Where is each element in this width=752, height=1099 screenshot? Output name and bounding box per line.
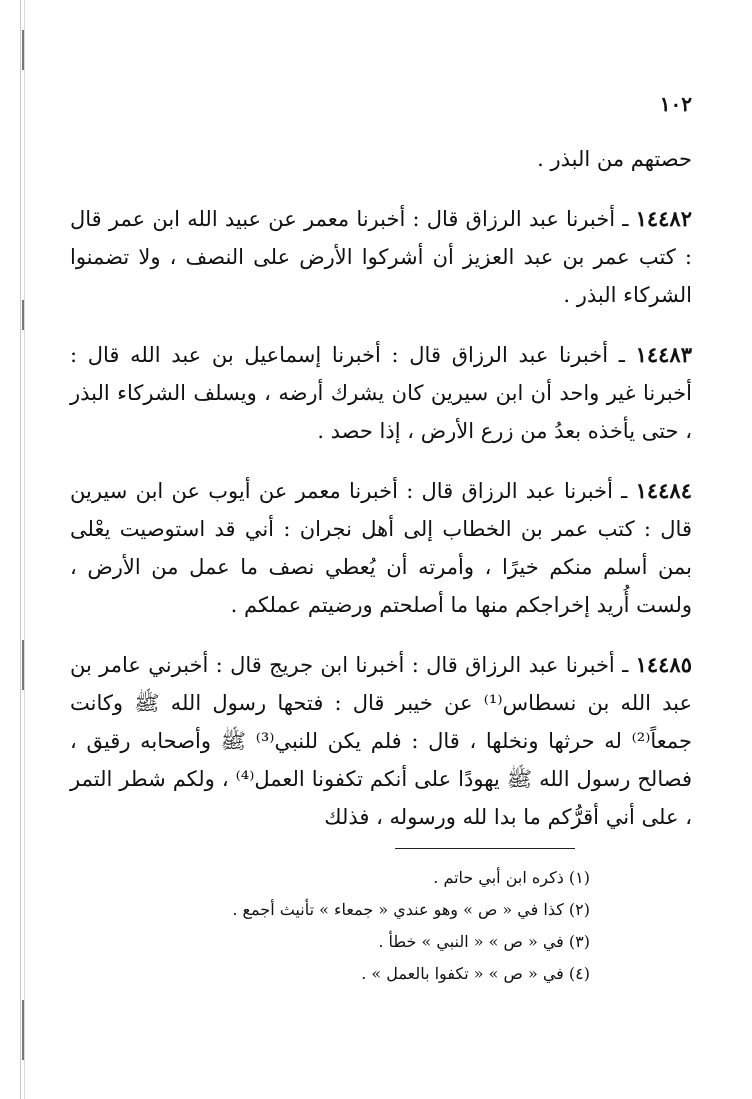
footnote-divider xyxy=(395,848,575,849)
hadith-paragraph xyxy=(70,336,692,450)
scan-artifact xyxy=(22,640,24,690)
hadith-number: ١٤٤٨٣ xyxy=(635,342,692,367)
footnote-item: (٢) كذا في « ص » وهو عندي « جمعاء » تأنيث أجمع . xyxy=(232,900,590,919)
footnote-item: (٤) في « ص » « تكفوا بالعمل » . xyxy=(361,964,590,983)
footnote-item: (١) ذكره ابن أبي حاتم . xyxy=(433,868,590,887)
paragraph-continuation xyxy=(70,140,692,178)
paragraph-text: حصتهم من البذر . xyxy=(537,147,692,171)
hadith-number: ١٤٤٨٢ xyxy=(635,206,692,231)
scan-edge-line xyxy=(20,0,21,1099)
hadith-paragraph xyxy=(70,472,692,624)
hadith-number: ١٤٤٨٥ xyxy=(635,652,692,677)
main-text xyxy=(70,140,692,858)
footnote-item: (٣) في « ص » « النبي » خطأ . xyxy=(378,932,590,951)
hadith-number: ١٤٤٨٤ xyxy=(635,478,692,503)
hadith-paragraph xyxy=(70,200,692,314)
hadith-text: ـ أخبرنا عبد الرزاق قال : أخبرنا معمر عن عبيد الله ابن عمر قال : كتب عمر بن عبد العزيز أن أشركوا الأرض على النصف ، ولا تضمنوا الشركاء البذر . xyxy=(70,207,692,307)
scan-artifact xyxy=(22,30,24,70)
hadith-paragraph xyxy=(70,646,692,836)
footnotes xyxy=(90,862,590,990)
hadith-text: ـ أخبرنا عبد الرزاق قال : أخبرنا إسماعيل بن عبد الله قال : أخبرنا غير واحد أن ابن سيرين كان يشرك أرضه ، ويسلف الشركاء البذر ، حتى يأخذه بعدُ من زرع الأرض ، إذا حصد . xyxy=(70,343,692,443)
hadith-text: ـ أخبرنا عبد الرزاق قال : أخبرنا ابن جريج قال : أخبرني عامر بن عبد الله بن نسطاس⁽¹⁾ عن خيبر قال : فتحها رسول الله ﷺ وكانت جمعاً⁽²⁾ له حرثها ونخلها ، قال : فلم يكن للنبي⁽³⁾ ﷺ وأصحابه رقيق ، فصالح رسول الله ﷺ يهودًا على أنكم تكفونا العمل⁽⁴⁾ ، ولكم شطر التمر ، على أني أقرُّكم ما بدا لله ورسوله ، فذلك xyxy=(70,653,693,829)
page-number: ١٠٢ xyxy=(659,92,692,116)
scan-edge-line xyxy=(24,0,25,1099)
hadith-text: ـ أخبرنا عبد الرزاق قال : أخبرنا معمر عن أيوب عن ابن سيرين قال : كتب عمر بن الخطاب إلى أهل نجران : أني قد استوصيت يعْلى بمن أسلم منكم خيرًا ، وأمرته أن يُعطي نصف ما عمل من الأرض ، ولست أُريد إخراجكم منها ما أصلحتم ورضيتم عملكم . xyxy=(70,479,692,617)
scan-artifact xyxy=(22,300,24,330)
scan-artifact xyxy=(22,1000,24,1060)
